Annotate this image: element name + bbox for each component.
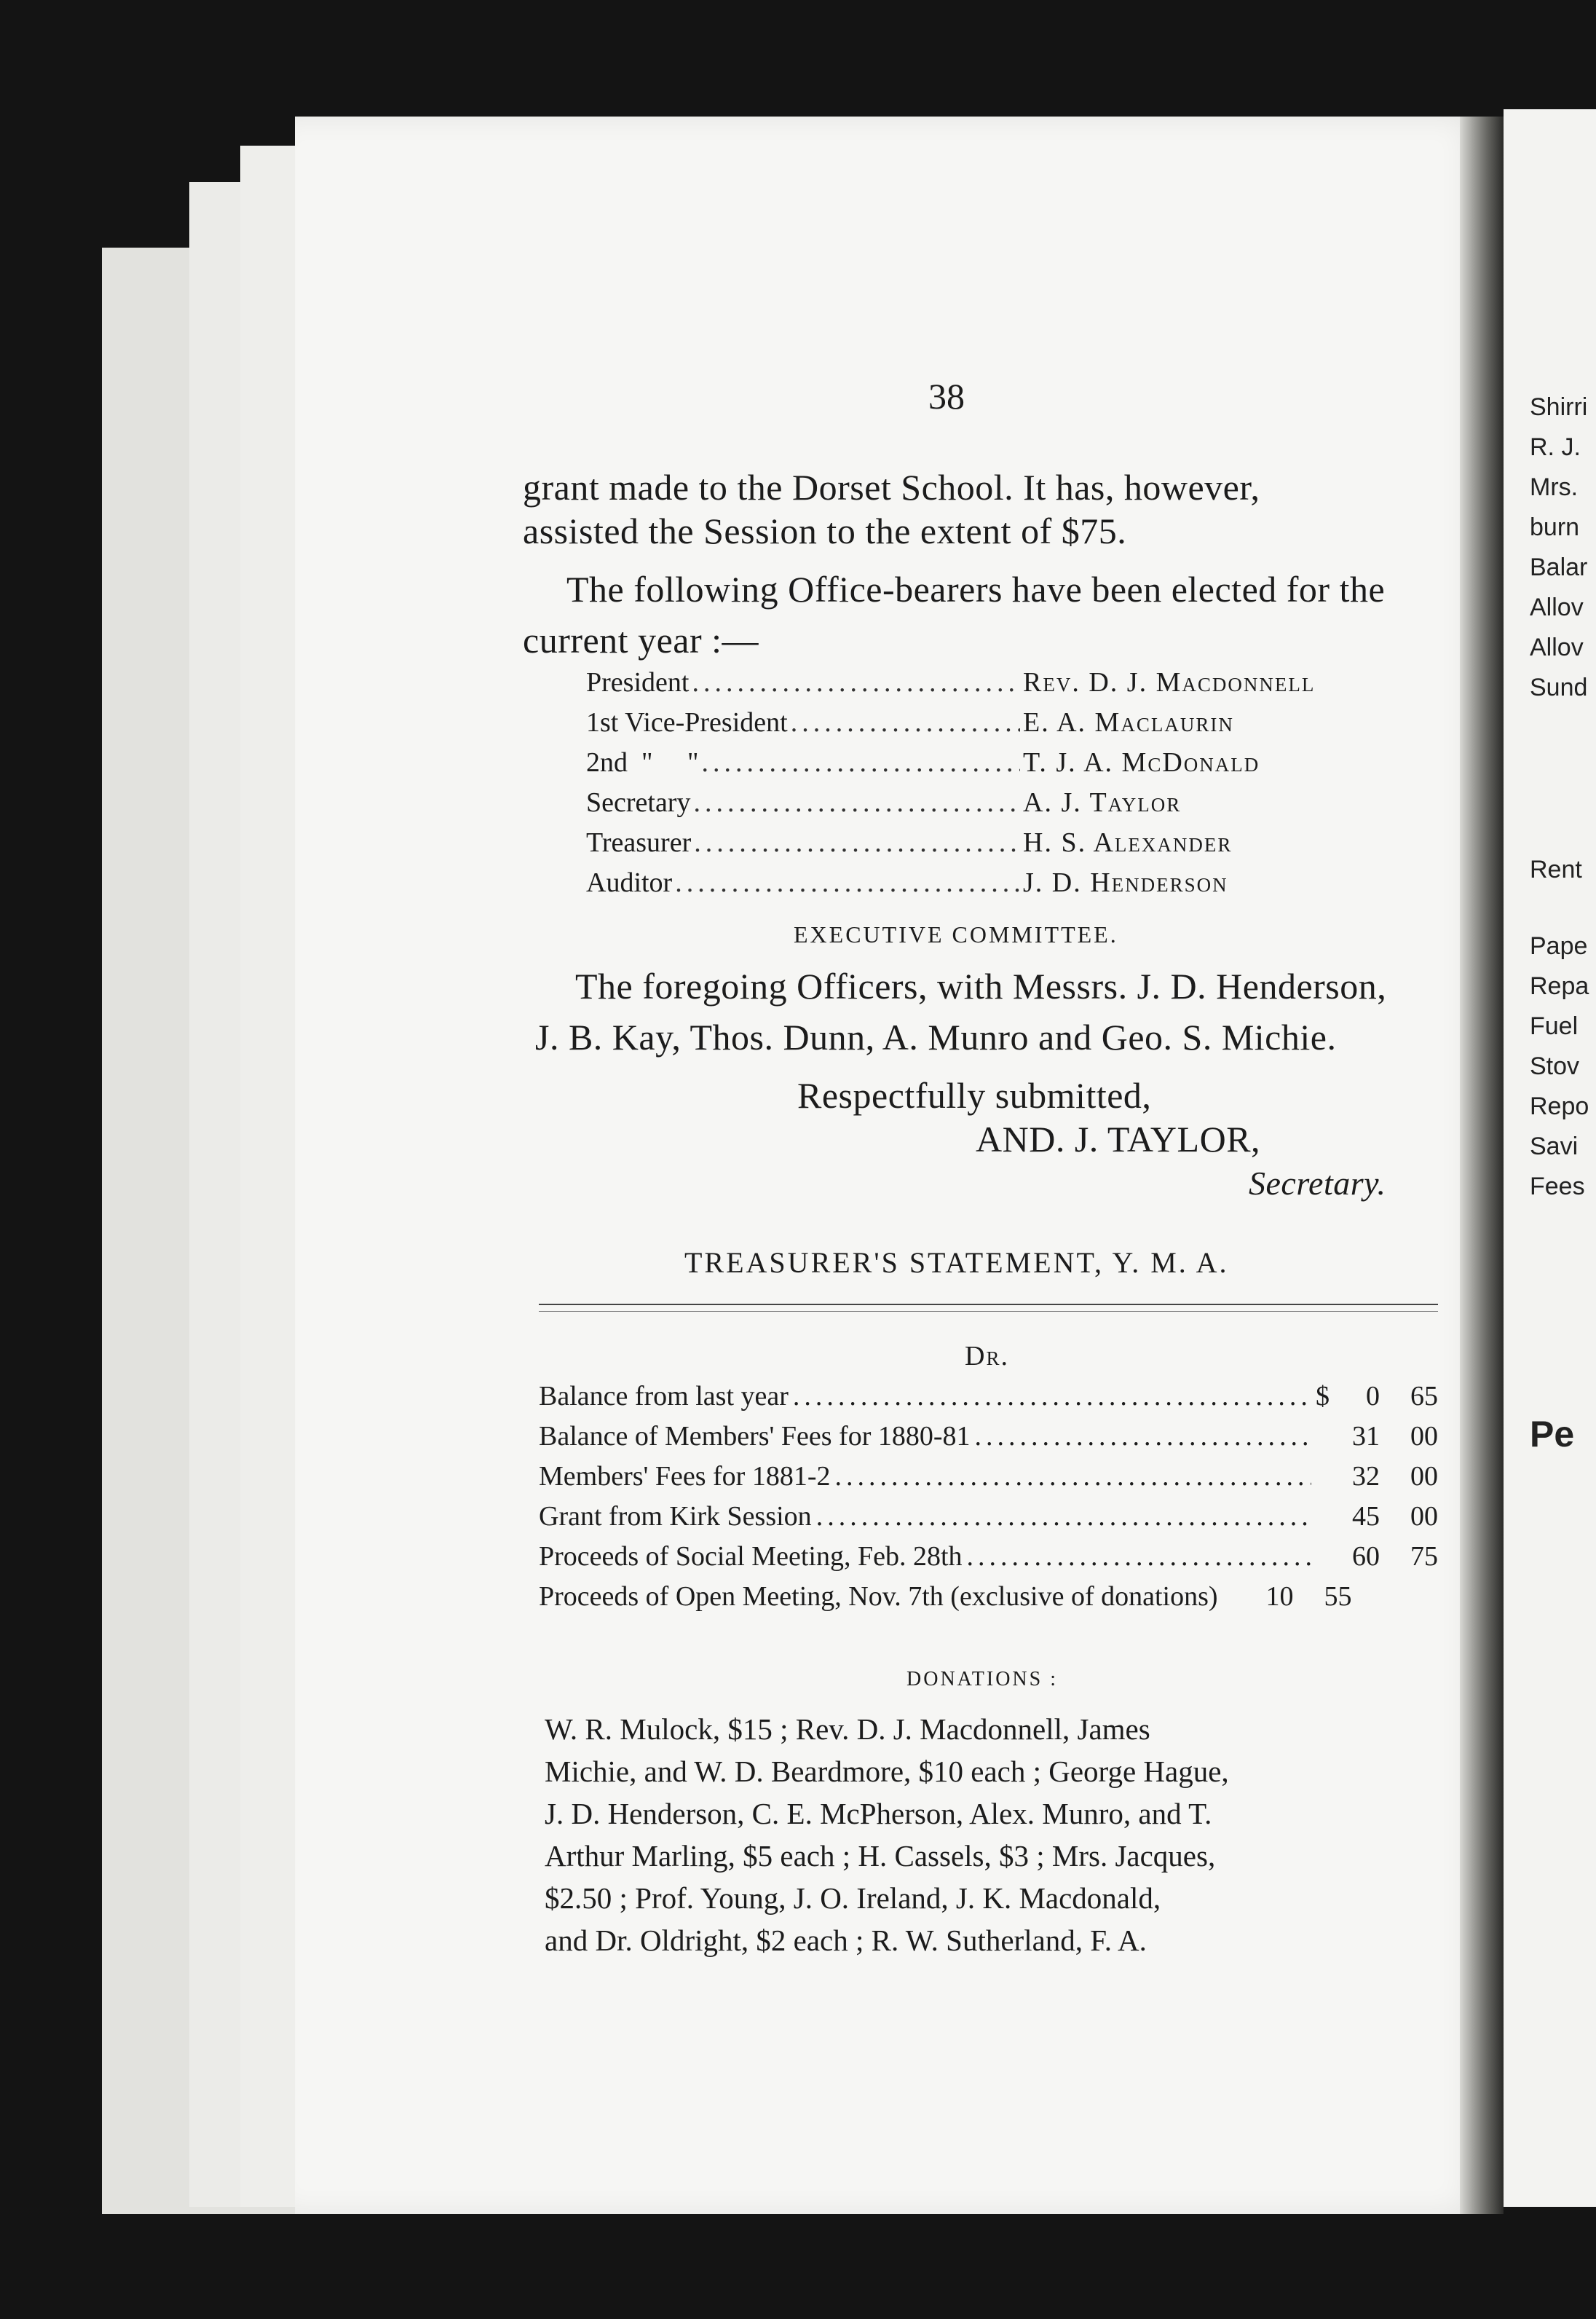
facing-text: Allov [1530, 634, 1584, 661]
amount-cents: 00 [1410, 1421, 1438, 1452]
facing-text: Savi [1530, 1133, 1579, 1160]
signature: AND. J. TAYLOR, [976, 1119, 1261, 1160]
officer-role: 1st Vice-President [586, 707, 788, 738]
officer-role: President [586, 667, 690, 698]
donations-text [545, 1708, 1324, 1961]
facing-text: Balar [1530, 554, 1588, 581]
officer-row [586, 827, 1402, 867]
officer-name: J. D. Henderson [1023, 867, 1228, 898]
officer-name: E. A. Maclaurin [1023, 707, 1234, 738]
account-row [539, 1580, 1438, 1621]
amount-dollars: 32 [1352, 1461, 1380, 1492]
amount-dollars: 45 [1352, 1501, 1380, 1532]
divider [539, 1311, 1438, 1312]
facing-text: Repa [1530, 972, 1589, 1000]
body-line: J. B. Kay, Thos. Dunn, A. Munro and Geo. S. Michie. [535, 1017, 1337, 1058]
officer-row [586, 666, 1402, 706]
divider [539, 1304, 1438, 1305]
account-row [539, 1460, 1438, 1500]
amount-cents: 55 [1324, 1581, 1352, 1612]
donation-line: W. R. Mulock, $15 ; Rev. D. J. Macdonnell, James [545, 1712, 1150, 1746]
body-line: current year :— [523, 620, 759, 661]
officer-row [586, 706, 1402, 747]
officer-role: Auditor [586, 867, 673, 898]
officer-name: A. J. Taylor [1023, 787, 1182, 818]
facing-text: Rent [1530, 856, 1582, 883]
leader-dots [967, 1540, 1311, 1572]
leader-dots [675, 867, 1020, 899]
amount-dollars: 60 [1352, 1541, 1380, 1572]
account-label: Members' Fees for 1881-2 [539, 1461, 831, 1492]
facing-heading: Pe [1530, 1414, 1575, 1454]
donation-line: and Dr. Oldright, $2 each ; R. W. Sutherland, F. A. [545, 1924, 1147, 1957]
facing-text: Pape [1530, 932, 1588, 960]
officer-role: Treasurer [586, 827, 692, 858]
dr-label: Dr. [965, 1341, 1009, 1371]
facing-text: Stov [1530, 1052, 1580, 1080]
donation-line: Arthur Marling, $5 each ; H. Cassels, $3 ; Mrs. Jacques, [545, 1839, 1216, 1873]
facing-text: Mrs. [1530, 473, 1579, 501]
amount-dollars: 10 [1265, 1581, 1294, 1612]
body-line: The foregoing Officers, with Messrs. J. D. Henderson, [575, 966, 1387, 1007]
officer-row [586, 787, 1402, 827]
account-table [539, 1380, 1438, 1621]
page-number: 38 [928, 376, 965, 417]
facing-text: Fuel [1530, 1012, 1579, 1040]
account-row [539, 1380, 1438, 1420]
leader-dots [694, 827, 1020, 859]
executive-heading: EXECUTIVE COMMITTEE. [794, 921, 1118, 948]
facing-text: Sund [1530, 674, 1588, 701]
body-line: grant made to the Dorset School. It has, however, [523, 467, 1260, 508]
dollar-sign: $ [1316, 1381, 1330, 1412]
facing-text: R. J. [1530, 433, 1581, 461]
officer-name: H. S. Alexander [1023, 827, 1233, 858]
account-row [539, 1420, 1438, 1460]
officer-row [586, 867, 1402, 907]
amount-dollars: 31 [1352, 1421, 1380, 1452]
facing-text: Fees [1530, 1173, 1585, 1200]
officers-list [586, 666, 1402, 907]
amount-cents: 00 [1410, 1501, 1438, 1532]
facing-text: Repo [1530, 1092, 1589, 1120]
amount-cents: 75 [1410, 1541, 1438, 1572]
account-label: Balance from last year [539, 1381, 789, 1412]
leader-dots [816, 1500, 1311, 1532]
amount-cents: 00 [1410, 1461, 1438, 1492]
facing-text: burn [1530, 513, 1580, 541]
statement-heading: TREASURER'S STATEMENT, Y. M. A. [684, 1246, 1229, 1279]
officer-role: 2nd " " [586, 747, 699, 778]
facing-text: Allov [1530, 594, 1584, 621]
officer-role: Secretary [586, 787, 691, 818]
donations-heading: DONATIONS : [906, 1668, 1058, 1690]
account-label: Proceeds of Open Meeting, Nov. 7th (exclusive of donations) [539, 1581, 1218, 1612]
leader-dots [693, 787, 1020, 819]
leader-dots [791, 706, 1020, 739]
leader-dots [793, 1380, 1311, 1412]
donation-line: Michie, and W. D. Beardmore, $10 each ; George Hague, [545, 1755, 1229, 1788]
leader-dots [702, 747, 1020, 779]
officer-name: T. J. A. McDonald [1023, 747, 1260, 778]
signature-title: Secretary. [1249, 1165, 1386, 1202]
officer-row [586, 747, 1402, 787]
account-label: Balance of Members' Fees for 1880-81 [539, 1421, 971, 1452]
account-label: Grant from Kirk Session [539, 1501, 812, 1532]
amount-cents: 65 [1410, 1381, 1438, 1412]
leader-dots [834, 1460, 1311, 1492]
donation-line: $2.50 ; Prof. Young, J. O. Ireland, J. K. Macdonald, [545, 1881, 1161, 1915]
body-line: The following Office-bearers have been elected for the [566, 569, 1386, 610]
account-row [539, 1500, 1438, 1540]
account-row [539, 1540, 1438, 1580]
account-label: Proceeds of Social Meeting, Feb. 28th [539, 1541, 963, 1572]
amount-dollars: 0 [1366, 1381, 1380, 1412]
closing-line: Respectfully submitted, [797, 1075, 1152, 1116]
body-line: assisted the Session to the extent of $75. [523, 511, 1127, 551]
facing-text: Shirri [1530, 393, 1588, 421]
officer-name: Rev. D. J. Macdonnell [1023, 667, 1316, 698]
leader-dots [975, 1420, 1311, 1452]
donation-line: J. D. Henderson, C. E. McPherson, Alex. Munro, and T. [545, 1797, 1212, 1830]
leader-dots [692, 666, 1020, 698]
